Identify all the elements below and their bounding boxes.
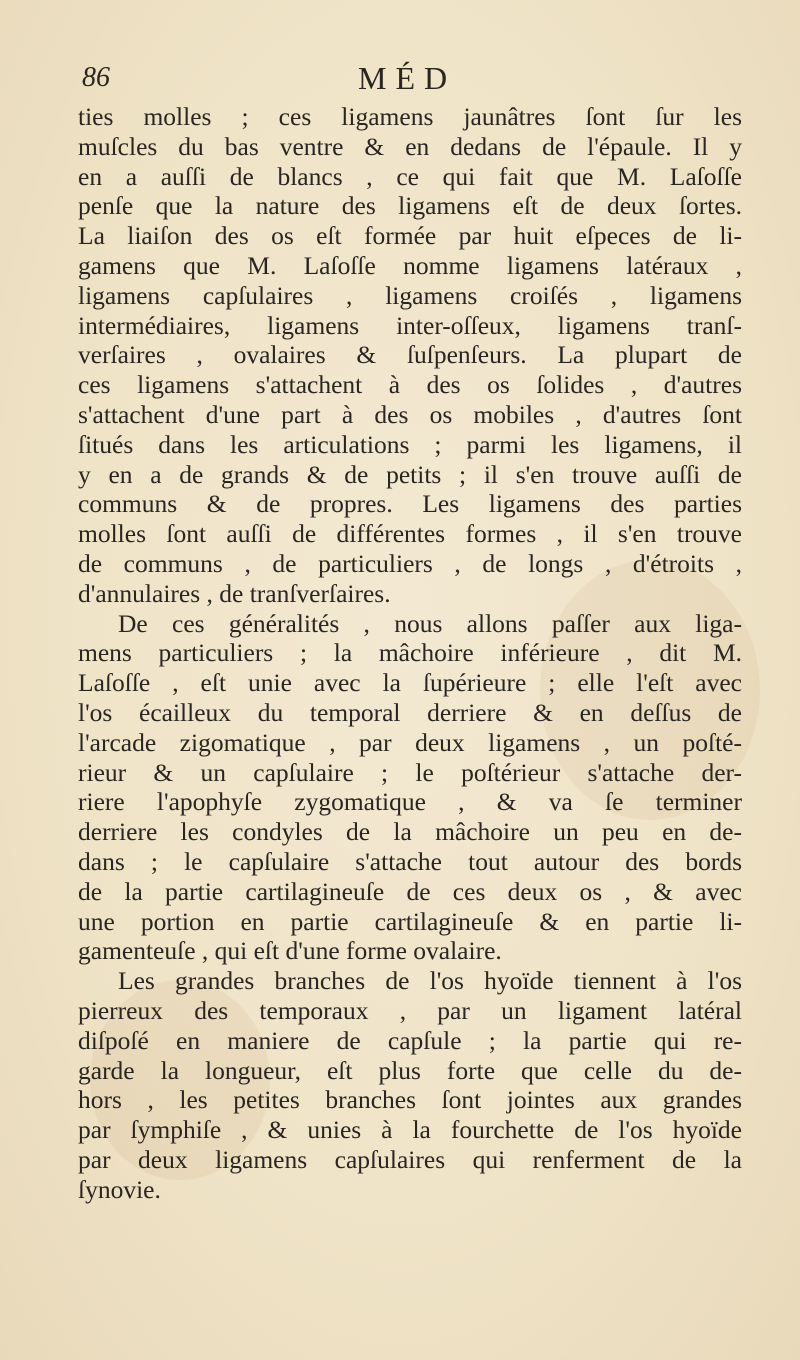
text-line: une portion en partie cartilagineuſe & en partie li- bbox=[78, 906, 742, 936]
text-line: de la partie cartilagineuſe de ces deux os , & avec bbox=[78, 876, 742, 906]
text-line: Laſoſſe , eſt unie avec la ſupérieure ; elle l'eſt avec bbox=[78, 668, 742, 698]
text-line: verſaires , ovalaires & ſuſpenſeurs. La plupart de bbox=[78, 340, 742, 370]
text-line: par ſymphiſe , & unies à la fourchette de l'os hyoïde bbox=[78, 1115, 742, 1145]
paragraph bbox=[78, 102, 742, 609]
text-line: ligamens capſulaires , ligamens croiſés , ligamens bbox=[78, 280, 742, 310]
text-line: intermédiaires, ligamens inter-oſſeux, ligamens tranſ- bbox=[78, 310, 742, 340]
text-line: molles ſont auſſi de différentes formes , il s'en trouve bbox=[78, 519, 742, 549]
text-line: de communs , de particuliers , de longs , d'étroits , bbox=[78, 548, 742, 578]
page-number: 86 bbox=[82, 62, 110, 93]
text-line: ſynovie. bbox=[78, 1174, 161, 1204]
body-text bbox=[78, 102, 742, 1204]
text-line: riere l'apophyſe zygomatique , & va ſe terminer bbox=[78, 787, 742, 817]
page-header bbox=[76, 58, 736, 104]
text-line: s'attachent d'une part à des os mobiles , d'autres ſont bbox=[78, 399, 742, 429]
text-line: hors , les petites branches ſont jointes aux grandes bbox=[78, 1085, 742, 1115]
text-line: l'os écailleux du temporal derriere & en deſſus de bbox=[78, 697, 742, 727]
text-line: d'annulaires , de tranſverſaires. bbox=[78, 578, 391, 608]
text-line: derriere les condyles de la mâchoire un peu en de- bbox=[78, 817, 742, 847]
text-line: rieur & un capſulaire ; le poſtérieur s'attache der- bbox=[78, 757, 742, 787]
text-line: y en a de grands & de petits ; il s'en trouve auſſi de bbox=[78, 459, 742, 489]
text-line: ties molles ; ces ligamens jaunâtres ſont ſur les bbox=[78, 102, 742, 131]
text-line: communs & de propres. Les ligamens des parties bbox=[78, 489, 742, 519]
text-line: en a auſſi de blancs , ce qui fait que M. Laſoſſe bbox=[78, 161, 742, 191]
text-line: muſcles du bas ventre & en dedans de l'épaule. Il y bbox=[78, 131, 742, 161]
paragraph bbox=[78, 966, 742, 1204]
text-line: pierreux des temporaux , par un ligament latéral bbox=[78, 995, 742, 1025]
text-line: gamens que M. Laſoſſe nomme ligamens latéraux , bbox=[78, 250, 742, 280]
text-line: dans ; le capſulaire s'attache tout autour des bords bbox=[78, 846, 742, 876]
text-line: mens particuliers ; la mâchoire inférieure , dit M. bbox=[78, 638, 742, 668]
text-line: gamenteuſe , qui eſt d'une forme ovalaire. bbox=[78, 936, 502, 966]
text-line: ces ligamens s'attachent à des os ſolides , d'autres bbox=[78, 370, 742, 400]
text-line: diſpoſé en maniere de capſule ; la partie qui re- bbox=[78, 1025, 742, 1055]
text-line: penſe que la nature des ligamens eſt de deux ſortes. bbox=[78, 191, 742, 221]
running-head: MÉD bbox=[358, 60, 457, 96]
text-line: garde la longueur, eſt plus forte que celle du de- bbox=[78, 1055, 742, 1085]
text-line: Les grandes branches de l'os hyoïde tiennent à l'os bbox=[118, 966, 742, 996]
text-line: La liaiſon des os eſt formée par huit eſpeces de li- bbox=[78, 221, 742, 251]
text-line: l'arcade zigomatique , par deux ligamens , un poſté- bbox=[78, 727, 742, 757]
text-line: ſitués dans les articulations ; parmi les ligamens, il bbox=[78, 429, 742, 459]
text-line: par deux ligamens capſulaires qui renferment de la bbox=[78, 1144, 742, 1174]
text-line: De ces généralités , nous allons paſſer aux liga- bbox=[118, 608, 742, 638]
paragraph bbox=[78, 609, 742, 967]
